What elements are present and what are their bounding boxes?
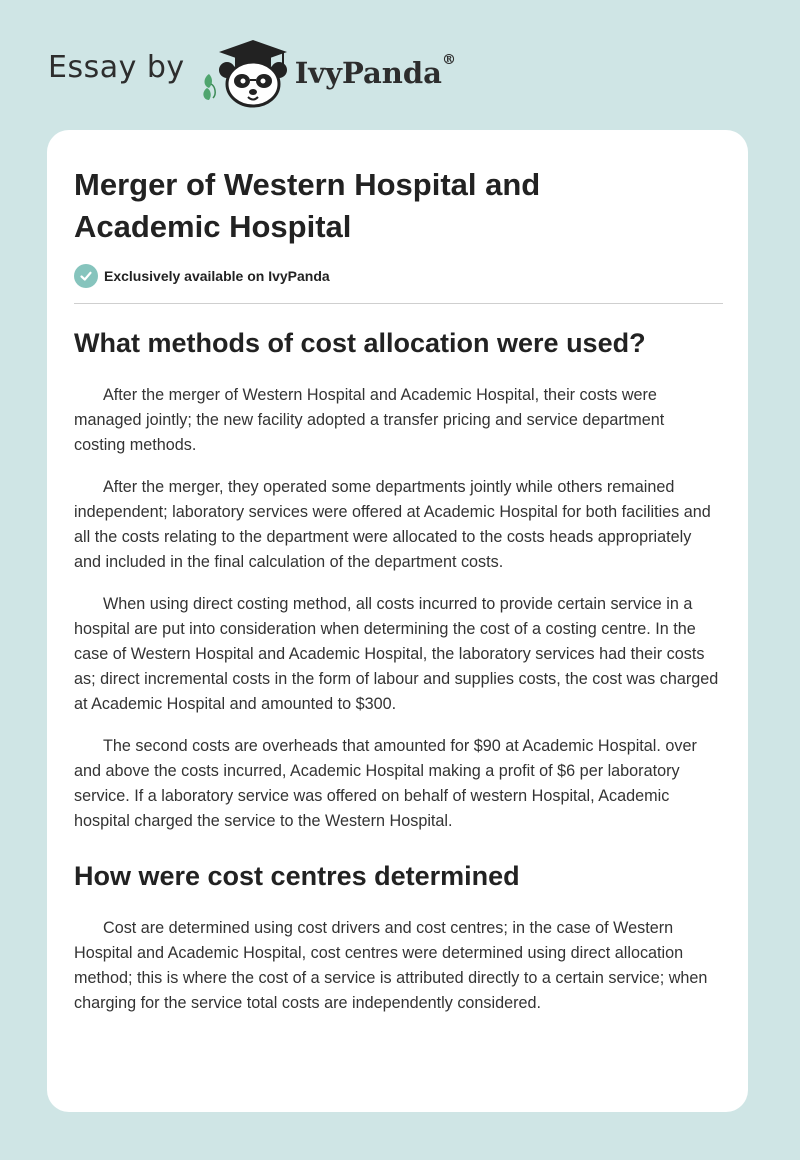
section-heading: How were cost centres determined (74, 861, 520, 891)
paragraph: The second costs are overheads that amounted for $90 at Academic Hospital. over and above the costs incurred, Academic Hospital making a profit of $6 per laboratory service. If a laboratory service was offered on behalf of western Hospital, Academic hospital charged the service to the Western Hospital. (74, 737, 697, 830)
site-brand[interactable] (48, 34, 456, 108)
divider (74, 303, 723, 304)
badge-label: Exclusively available on IvyPanda (104, 268, 330, 284)
article-body (74, 321, 719, 1033)
panda-logo-icon (199, 34, 291, 108)
brand-name: IvyPanda® (294, 52, 456, 90)
check-icon (74, 264, 98, 288)
paragraph: Cost are determined using cost drivers and cost centres; in the case of Western Hospital and Academic Hospital, cost centres were determined using direct allocation method; this is where the cost of a service is attributed directly to a certain service; when charging for the service total costs are independently considered. (74, 919, 708, 1012)
brand-prefix: Essay by (48, 49, 185, 85)
page-title: Merger of Western Hospital and Academic Hospital (74, 167, 541, 244)
paragraph: When using direct costing method, all costs incurred to provide certain service in a hospital are put into consideration when determining the cost of a costing centre. In the case of Western Hospital and Academic Hospital, the laboratory services had their costs as; direct incremental costs in the form of labour and supplies costs, the cost was charged at Academic Hospital and amounted to $300. (74, 595, 719, 713)
exclusive-badge (74, 264, 330, 288)
paragraph: After the merger of Western Hospital and Academic Hospital, their costs were managed jointly; the new facility adopted a transfer pricing and service department costing methods. (74, 386, 665, 454)
paragraph: After the merger, they operated some departments jointly while others remained independent; laboratory services were offered at Academic Hospital for both facilities and all the costs relating to the department were allocated to the costs heads appropriately and included in the final calculation of the department costs. (74, 478, 711, 571)
section-heading: What methods of cost allocation were used? (74, 328, 646, 358)
essay-card (47, 130, 748, 1112)
